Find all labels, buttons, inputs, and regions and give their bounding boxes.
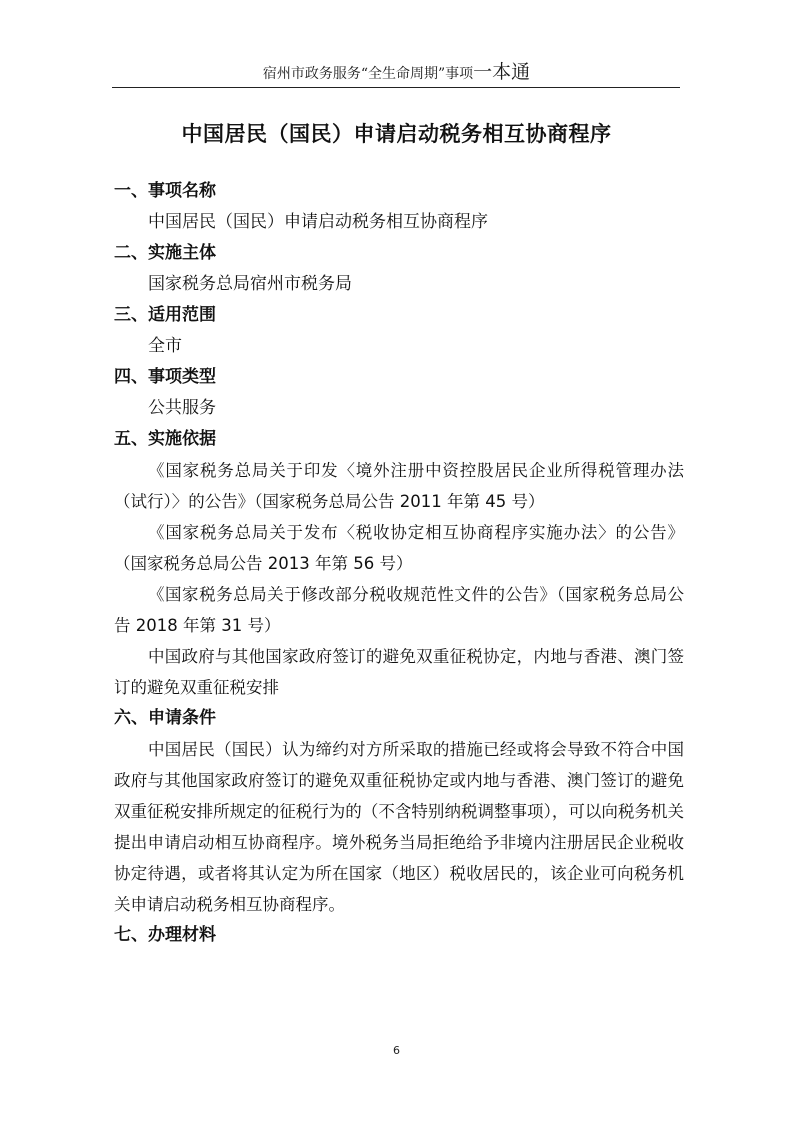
section-heading: 五、实施依据 [114, 429, 216, 449]
legal-basis-paragraph: 中国政府与其他国家政府签订的避免双重征税协定，内地与香港、澳门签订的避免双重征税安排 [114, 647, 684, 697]
legal-basis-paragraph: 《国家税务总局关于修改部分税收规范性文件的公告》（国家税务总局公告 2018 年第 31 号） [114, 585, 684, 635]
running-header-tail: 一本通 [473, 61, 531, 83]
document-body [114, 176, 684, 951]
section-item-name [114, 176, 684, 238]
header-divider [112, 87, 680, 88]
running-header [0, 62, 793, 84]
running-header-title: 宿州市政务服务“全生命周期”事项 [262, 66, 474, 82]
section-heading: 七、办理材料 [114, 925, 216, 945]
section-legal-basis [114, 424, 684, 703]
section-value: 全市 [148, 336, 182, 356]
section-item-type [114, 362, 684, 424]
page-number: 6 [393, 1044, 400, 1057]
section-scope [114, 300, 684, 362]
section-materials [114, 920, 684, 951]
section-value: 公共服务 [148, 398, 216, 418]
section-heading: 四、事项类型 [114, 367, 216, 387]
section-implementing-body [114, 238, 684, 300]
section-heading: 三、适用范围 [114, 305, 216, 325]
conditions-paragraph: 中国居民（国民）认为缔约对方所采取的措施已经或将会导致不符合中国政府与其他国家政府签订的避免双重征税协定或内地与香港、澳门签订的避免双重征税安排所规定的征税行为的（不含特别纳税调整事项），可以向税务机关提出申请启动相互协商程序。境外税务当局拒绝给予非境内注册居民企业税收协定待遇，或者将其认定为所在国家（地区）税收居民的，该企业可向税务机关申请启动税务相互协商程序。 [114, 740, 684, 914]
section-conditions [114, 703, 684, 920]
section-heading: 一、事项名称 [114, 181, 216, 201]
section-heading: 二、实施主体 [114, 243, 216, 263]
section-value: 中国居民（国民）申请启动税务相互协商程序 [148, 212, 488, 232]
document-title: 中国居民（国民）申请启动税务相互协商程序 [181, 122, 612, 146]
legal-basis-paragraph: 《国家税务总局关于印发〈境外注册中资控股居民企业所得税管理办法（试行）〉的公告》（国家税务总局公告 2011 年第 45 号） [114, 461, 684, 511]
section-value: 国家税务总局宿州市税务局 [148, 274, 352, 294]
legal-basis-paragraph: 《国家税务总局关于发布〈税收协定相互协商程序实施办法〉的公告》（国家税务总局公告 2013 年第 56 号） [114, 523, 684, 573]
section-heading: 六、申请条件 [114, 708, 216, 728]
